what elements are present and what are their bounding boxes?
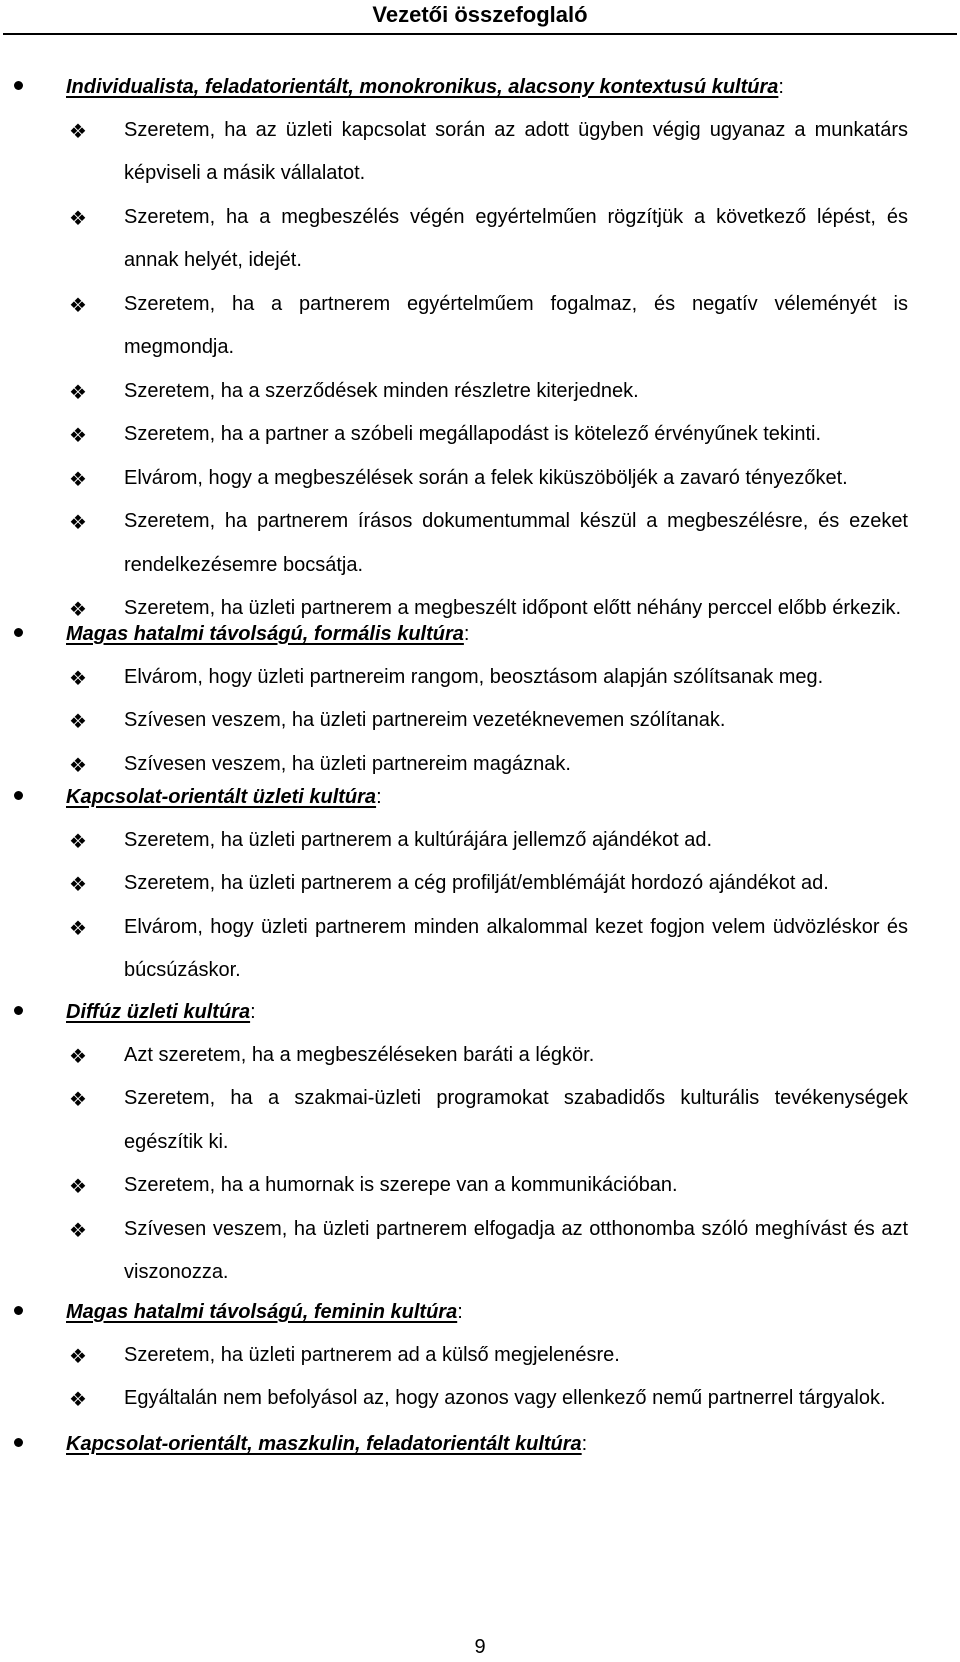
- page-number: 9: [474, 1636, 486, 1658]
- bullet-dot-icon: [14, 1006, 23, 1015]
- section-title-colon: :: [376, 786, 382, 808]
- section-title-text: Kapcsolat-orientált, maszkulin, feladatorientált kultúra: [66, 1433, 582, 1455]
- list-item-text: Szeretem, ha a humornak is szerepe van a kommunikációban.: [124, 1174, 678, 1196]
- list-item-text: Szeretem, ha üzleti partnerem ad a külső megjelenésre.: [124, 1343, 620, 1366]
- four-diamond-bullet-icon: ❖: [69, 205, 87, 230]
- four-diamond-bullet-icon: ❖: [69, 597, 87, 621]
- list-item-text: Szeretem, ha a szerződések minden részletre kiterjednek.: [124, 379, 639, 402]
- section-title-text: Individualista, feladatorientált, monokronikus, alacsony kontextusú kultúra: [66, 76, 779, 98]
- section-heading: [14, 612, 469, 657]
- bullet-dot-icon: [14, 1306, 23, 1315]
- list-item: [0, 862, 960, 906]
- list-item-text: Szívesen veszem, ha üzleti partnerem elfogadja az otthonomba szóló meghívást és azt viszonozza.: [124, 1217, 908, 1283]
- four-diamond-bullet-icon: ❖: [69, 709, 87, 733]
- section-title-text: Magas hatalmi távolságú, formális kultúra: [66, 623, 464, 645]
- section-title-text: Diffúz üzleti kultúra: [66, 1001, 251, 1023]
- list-item: [0, 1034, 960, 1078]
- section-title-text: Magas hatalmi távolságú, feminin kultúra: [66, 1301, 458, 1323]
- list-item: [0, 283, 960, 370]
- four-diamond-bullet-icon: ❖: [69, 1043, 87, 1068]
- list-item: [0, 457, 960, 501]
- list-item-text: Elvárom, hogy a megbeszélések során a felek kiküszöböljék a zavaró tényezőket.: [124, 466, 848, 489]
- four-diamond-bullet-icon: ❖: [69, 828, 87, 853]
- list-item: [0, 1077, 960, 1164]
- four-diamond-bullet-icon: ❖: [69, 118, 87, 143]
- list-item: [0, 370, 960, 414]
- list-item-text: Szeretem, ha a szakmai-üzleti programokat szabadidős kulturális tevékenységek egészítik ki.: [124, 1087, 908, 1153]
- four-diamond-bullet-icon: ❖: [69, 510, 87, 534]
- list-item-text: Szeretem, ha üzleti partnerem a cég profilját/emblémáját hordozó ajándékot ad.: [124, 872, 829, 894]
- section-heading: [14, 1290, 463, 1335]
- section-title-colon: :: [250, 1001, 256, 1023]
- section-title-colon: :: [581, 1433, 588, 1455]
- list-item-text: Szívesen veszem, ha üzleti partnereim magáznak.: [124, 752, 571, 775]
- section-heading: [14, 775, 382, 820]
- list-item: [0, 1334, 960, 1378]
- four-diamond-bullet-icon: ❖: [69, 665, 87, 690]
- list-item: [0, 196, 960, 283]
- list-item-text: Azt szeretem, ha a megbeszéléseken baráti a légkör.: [124, 1043, 595, 1066]
- bullet-dot-icon: [14, 628, 23, 637]
- four-diamond-bullet-icon: ❖: [69, 1343, 87, 1368]
- list-item-text: Szeretem, ha a megbeszélés végén egyértelműen rögzítjük a következő lépést, és annak helyét, idejét.: [124, 205, 908, 271]
- list-item: [0, 819, 960, 863]
- list-item: [0, 109, 960, 196]
- four-diamond-bullet-icon: ❖: [69, 1217, 87, 1242]
- list-item-text: Szeretem, ha a partnerem egyértelműem fogalmaz, és negatív véleményét is megmondja.: [124, 292, 908, 358]
- list-item-text: Szeretem, ha az üzleti kapcsolat során az adott ügyben végig ugyanaz a munkatárs képviseli a másik vállalatot.: [124, 118, 908, 184]
- four-diamond-bullet-icon: ❖: [69, 1387, 87, 1411]
- section-title-colon: :: [463, 623, 470, 645]
- section-title-text: Kapcsolat-orientált üzleti kultúra: [66, 786, 377, 808]
- list-item: [0, 1164, 960, 1208]
- header-divider: [3, 33, 957, 35]
- four-diamond-bullet-icon: ❖: [69, 752, 87, 777]
- list-item-text: Elvárom, hogy üzleti partnereim rangom, beosztásom alapján szólítsanak meg.: [124, 665, 824, 688]
- list-item-text: Egyáltalán nem befolyásol az, hogy azonos vagy ellenkező nemű partnerrel tárgyalok.: [124, 1387, 886, 1409]
- list-item: [0, 500, 960, 587]
- list-item: [0, 413, 960, 457]
- section-heading: [14, 1422, 587, 1467]
- section-heading: [14, 65, 784, 110]
- list-item: [0, 656, 960, 700]
- list-item-text: Szeretem, ha a partner a szóbeli megállapodást is kötelező érvényűnek tekinti.: [124, 423, 822, 445]
- list-item: [0, 906, 960, 993]
- list-item-text: Elvárom, hogy üzleti partnerem minden alkalommal kezet fogjon velem üdvözléskor és búcsúzáskor.: [124, 915, 908, 981]
- four-diamond-bullet-icon: ❖: [69, 1174, 87, 1198]
- four-diamond-bullet-icon: ❖: [69, 379, 87, 404]
- list-item: [0, 1208, 960, 1295]
- list-item-text: Szeretem, ha partnerem írásos dokumentummal készül a megbeszélésre, és ezeket rendelkezésemre bocsátja.: [124, 510, 908, 576]
- four-diamond-bullet-icon: ❖: [69, 423, 87, 447]
- list-item: [0, 699, 960, 743]
- section-title-colon: :: [457, 1301, 463, 1323]
- bullet-dot-icon: [14, 791, 23, 800]
- list-item-text: Szeretem, ha üzleti partnerem a kultúrájára jellemző ajándékot ad.: [124, 828, 713, 851]
- four-diamond-bullet-icon: ❖: [69, 1087, 87, 1111]
- section-title-colon: :: [778, 76, 784, 98]
- four-diamond-bullet-icon: ❖: [69, 872, 87, 896]
- four-diamond-bullet-icon: ❖: [69, 292, 87, 317]
- list-item-text: Szeretem, ha üzleti partnerem a megbeszélt időpont előtt néhány perccel előbb érkezik.: [124, 597, 902, 619]
- four-diamond-bullet-icon: ❖: [69, 915, 87, 940]
- bullet-dot-icon: [14, 81, 23, 90]
- list-item-text: Szívesen veszem, ha üzleti partnereim vezetéknevemen szólítanak.: [124, 709, 726, 731]
- four-diamond-bullet-icon: ❖: [69, 466, 87, 491]
- page-title: Vezetői összefoglaló: [372, 2, 588, 27]
- bullet-dot-icon: [14, 1438, 23, 1447]
- section-heading: [14, 990, 256, 1035]
- list-item: [0, 1377, 960, 1421]
